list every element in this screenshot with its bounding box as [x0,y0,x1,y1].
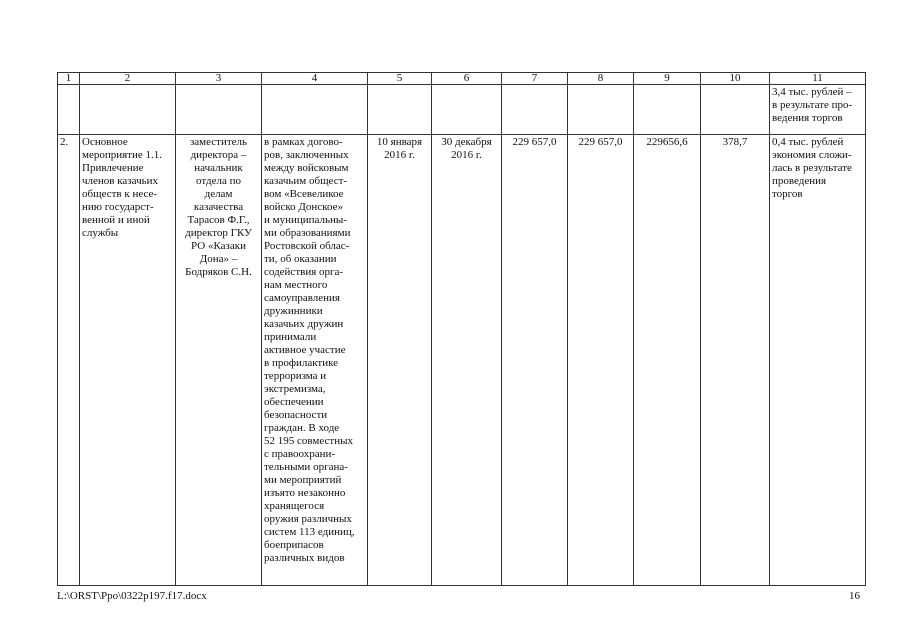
empty-cell [262,85,368,135]
end-date: 30 декабря 2016 г. [432,135,502,586]
empty-cell [58,85,80,135]
column-number: 9 [634,73,701,85]
responsible-person: заместитель директора – начальник отдела по делам казачества Тарасов Ф.Г., директор ГКУ РО «Казаки Дона» – Бодряков С.Н. [176,135,262,586]
column-number-row [58,73,866,85]
row-number: 2. [58,135,80,586]
report-table [57,72,866,586]
page-number: 16 [849,590,860,602]
event-name: Основное мероприятие 1.1. Привлечение членов казачьих обществ к несе- нию государст- венной и иной службы [80,135,176,586]
value-col10: 378,7 [701,135,770,586]
column-number: 7 [502,73,568,85]
empty-cell [80,85,176,135]
empty-cell [368,85,432,135]
column-number: 8 [568,73,634,85]
empty-cell [634,85,701,135]
empty-cell [432,85,502,135]
result-description: в рамках догово- ров, заключенных между войсковым казачьим общест- вом «Всевеликое войско Донское» и муниципальны- ми образованиями Ростовской облас- ти, об оказании содействия орга- нам местного самоуправления дружинники казачьих дружин принимали активное участие в профилактике терроризма и экстремизма, обеспечении безопасности граждан. В ходе 52 195 совместных с правоохрани- тельными органа- ми мероприятий изъято незаконно хранящегося оружия различных систем 113 единиц, боеприпасов различных видов [262,135,368,586]
column-number: 3 [176,73,262,85]
table-row [58,135,866,586]
continuation-row [58,85,866,135]
value-col8: 229 657,0 [568,135,634,586]
value-col9: 229656,6 [634,135,701,586]
value-col7: 229 657,0 [502,135,568,586]
column-number: 1 [58,73,80,85]
empty-cell [701,85,770,135]
start-date: 10 января 2016 г. [368,135,432,586]
column-number: 4 [262,73,368,85]
column-number: 6 [432,73,502,85]
column-number: 11 [770,73,866,85]
column-number: 10 [701,73,770,85]
empty-cell [176,85,262,135]
empty-cell [568,85,634,135]
empty-cell [502,85,568,135]
file-path: L:\ORST\Ppo\0322p197.f17.docx [57,590,207,602]
column-number: 5 [368,73,432,85]
column-number: 2 [80,73,176,85]
savings-note-continued: 3,4 тыс. рублей – в результате про- ведения торгов [770,85,866,135]
savings-note: 0,4 тыс. рублей экономия сложи- лась в результате проведения торгов [770,135,866,586]
